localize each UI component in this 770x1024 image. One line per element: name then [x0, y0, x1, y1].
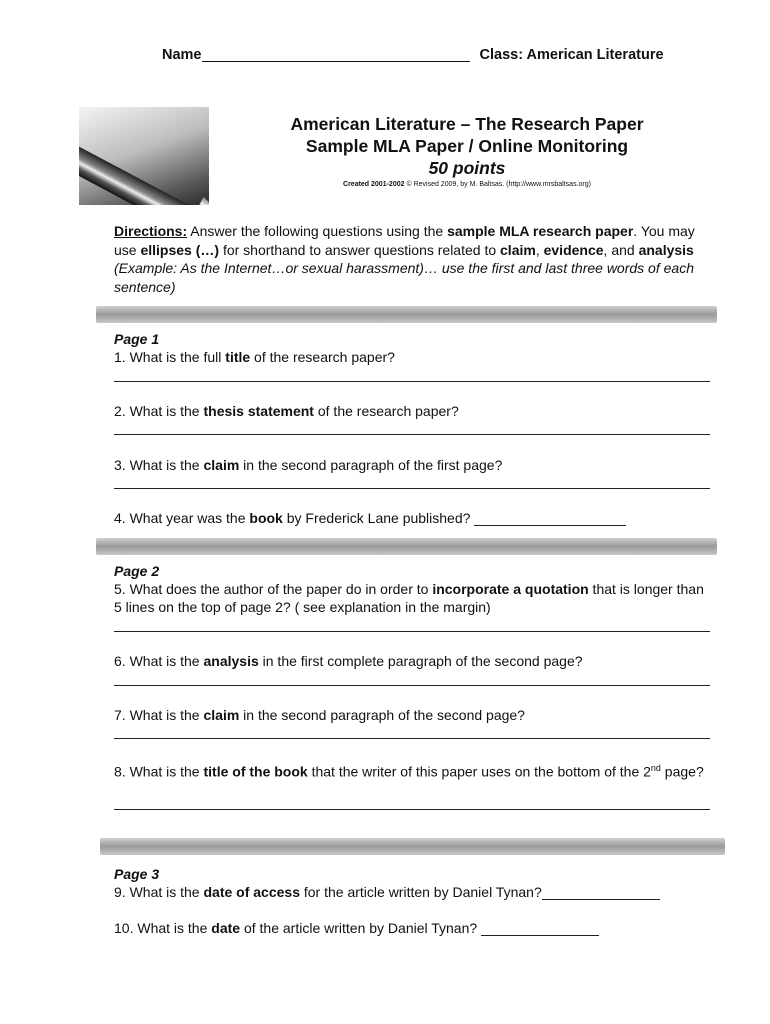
answer-blank-4[interactable] — [474, 512, 626, 526]
answer-line-5[interactable] — [114, 631, 710, 632]
answer-line-8[interactable] — [114, 809, 710, 810]
answer-line-6[interactable] — [114, 685, 710, 686]
directions-text: Directions: Answer the following questions using the sample MLA research paper. You may use ellipses (…) for shorthand to answer questions related to claim, evidence, and analysis (Example: As the Internet…or sexual harassment)… use the first and last three words of each sentence) — [114, 223, 695, 295]
credit-line: Created 2001-2002 © Revised 2009, by M. Baltsas. (http://www.mrsbaltsas.org) — [343, 181, 591, 188]
name-blank[interactable] — [202, 47, 470, 62]
section-divider — [100, 838, 725, 855]
section-divider — [96, 306, 717, 323]
section-divider — [96, 538, 717, 555]
title-line-2: Sample MLA Paper / Online Monitoring — [305, 136, 629, 156]
question-10: 10. What is the date of the article written by Daniel Tynan? — [114, 919, 714, 937]
answer-line-3[interactable] — [114, 488, 710, 489]
question-7: 7. What is the claim in the second paragraph of the second page? — [114, 707, 525, 723]
question-8: 8. What is the title of the book that the writer of this paper uses on the bottom of the 2nd page? — [114, 763, 704, 780]
page-3-heading: Page 3 — [114, 866, 160, 882]
question-6: 6. What is the analysis in the first complete paragraph of the second page? — [114, 653, 583, 669]
page-1-heading: Page 1 — [114, 331, 160, 347]
question-9: 9. What is the date of access for the article written by Daniel Tynan? — [114, 883, 714, 901]
question-3: 3. What is the claim in the second paragraph of the first page? — [114, 457, 503, 473]
pen-photo — [79, 107, 209, 205]
question-4: 4. What year was the book by Frederick Lane published? — [114, 509, 714, 527]
page-2-heading: Page 2 — [114, 563, 160, 579]
answer-line-1[interactable] — [114, 381, 710, 382]
points-label: 50 points — [428, 158, 506, 178]
answer-line-7[interactable] — [114, 738, 710, 739]
answer-line-2[interactable] — [114, 434, 710, 435]
class-label: Class: American Literature — [479, 47, 664, 63]
name-class-header — [162, 47, 664, 63]
title-block — [217, 113, 717, 188]
title-line-1: American Literature – The Research Paper — [290, 114, 644, 134]
question-5: 5. What does the author of the paper do in order to incorporate a quotation that is longer than 5 lines on the top of page 2? ( see explanation in the margin) — [114, 581, 704, 615]
name-label: Name — [162, 47, 202, 63]
answer-blank-10[interactable] — [481, 922, 599, 936]
question-2: 2. What is the thesis statement of the research paper? — [114, 403, 459, 419]
answer-blank-9[interactable] — [542, 886, 660, 900]
question-1: 1. What is the full title of the research paper? — [114, 349, 395, 365]
